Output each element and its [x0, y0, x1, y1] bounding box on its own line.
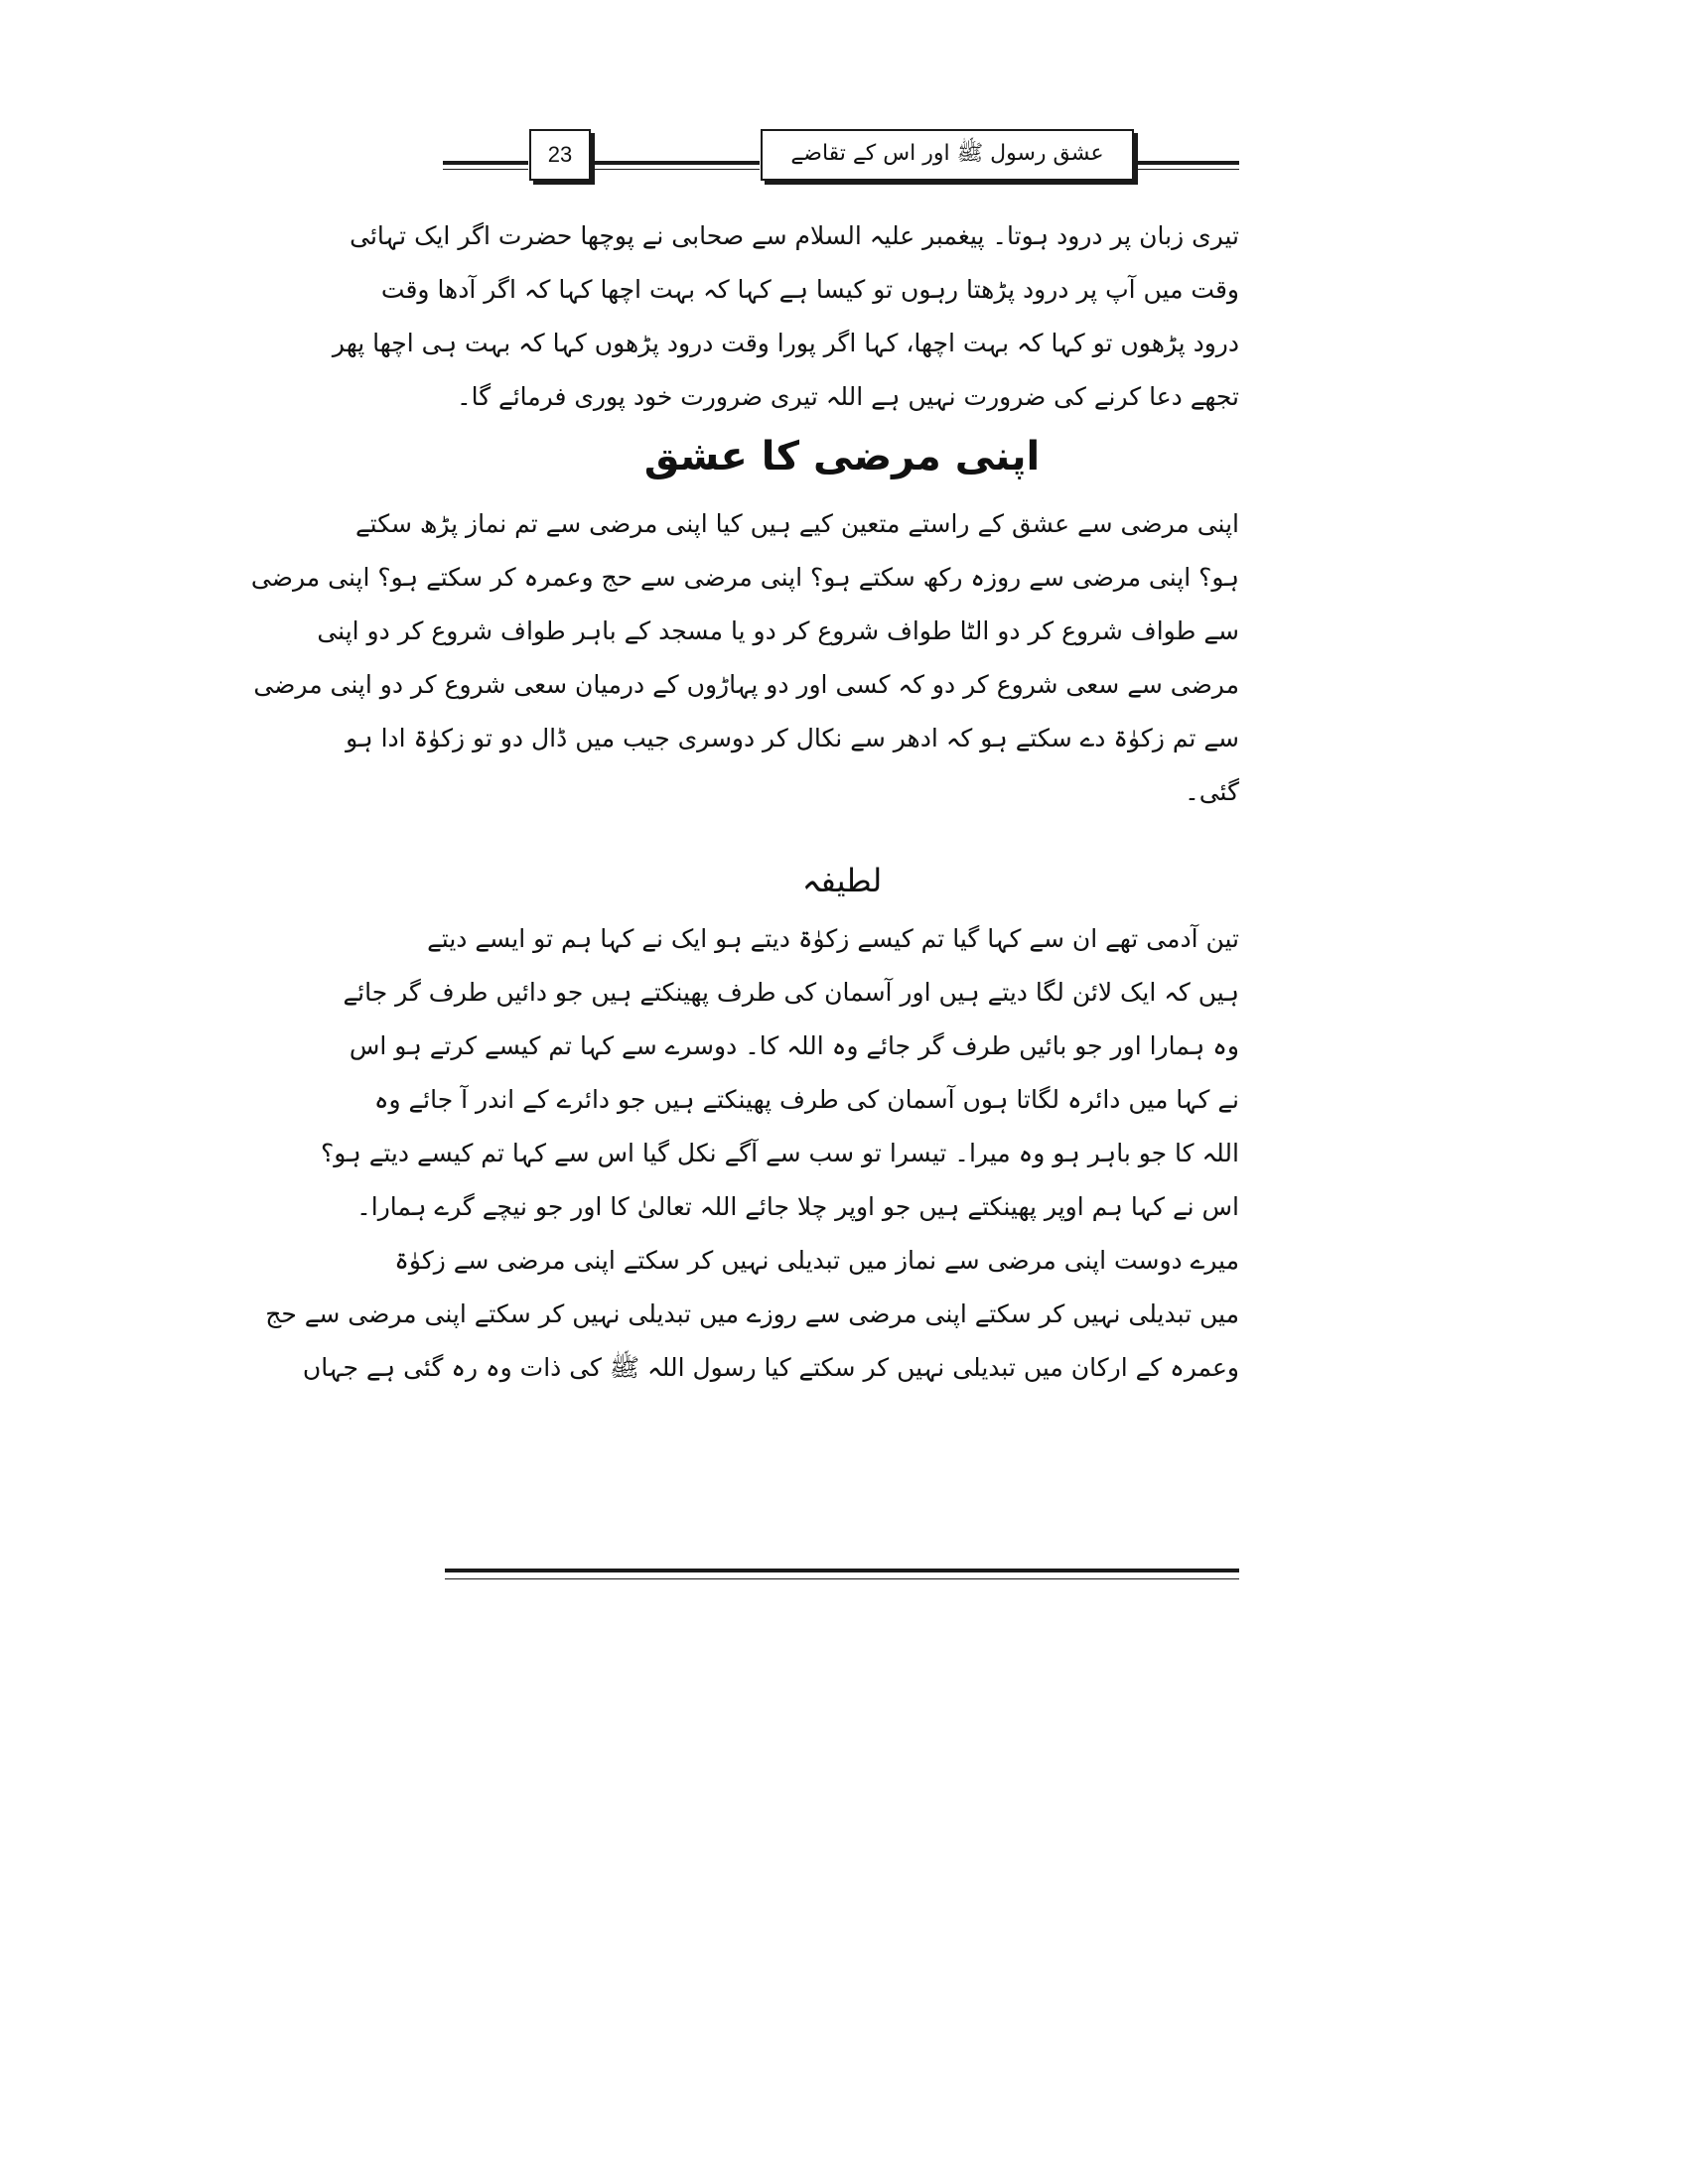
section-heading: اپنی مرضی کا عشق: [643, 434, 1041, 479]
text-line: اپنی مرضی سے عشق کے راستے متعین کیے ہیں کیا اپنی مرضی سے تم نماز پڑھ سکتے: [355, 509, 1239, 538]
text-line: تیری زبان پر درود ہوتا۔ پیغمبر علیہ السلام سے صحابی نے پوچھا حضرت اگر ایک تہائی: [350, 221, 1239, 250]
header-rule-right-thick: [1134, 161, 1239, 165]
text-line: نے کہا میں دائرہ لگاتا ہوں آسمان کی طرف پھینکتے ہیں جو دائرے کے اندر آ جائے وہ: [373, 1085, 1239, 1114]
text-line: اللہ کا جو باہر ہو وہ میرا۔ تیسرا تو سب سے آگے نکل گیا اس سے کہا تم کیسے دیتے ہو؟: [320, 1139, 1239, 1167]
header-rule-middle-thick: [591, 161, 760, 165]
header-rule-left-thick: [443, 161, 528, 165]
text-line: درود پڑھوں تو کہا کہ بہت اچھا، کہا اگر پورا وقت درود پڑھوں کہا کہ بہت ہی اچھا پھر: [332, 329, 1239, 357]
footer-rule-thick: [445, 1569, 1239, 1572]
text-line: گئی۔: [1185, 777, 1239, 806]
page-number: 23: [529, 129, 591, 181]
header-rule-middle-thin: [591, 169, 760, 170]
text-line: میں تبدیلی نہیں کر سکتے اپنی مرضی سے روزے میں تبدیلی نہیں کر سکتے اپنی مرضی سے حج: [265, 1299, 1239, 1328]
header-rule-right-thin: [1134, 169, 1239, 170]
text-line: تجھے دعا کرنے کی ضرورت نہیں ہے اللہ تیری ضرورت خود پوری فرمائے گا۔: [456, 382, 1239, 411]
text-line: ہو؟ اپنی مرضی سے روزہ رکھ سکتے ہو؟ اپنی مرضی سے حج وعمرہ کر سکتے ہو؟ اپنی مرضی: [250, 563, 1239, 592]
text-line: میرے دوست اپنی مرضی سے نماز میں تبدیلی نہیں کر سکتے اپنی مرضی سے زکوٰۃ: [394, 1246, 1239, 1275]
text-line: ہیں کہ ایک لائن لگا دیتے ہیں اور آسمان کی طرف پھینکتے ہیں جو دائیں طرف گر جائے: [343, 978, 1239, 1007]
text-line: وقت میں آپ پر درود پڑھتا رہوں تو کیسا ہے کہا کہ بہت اچھا کہا کہ اگر آدھا وقت: [380, 275, 1239, 304]
header-rule-left-thin: [443, 169, 528, 170]
running-title: عشق رسول ﷺ اور اس کے تقاضے: [761, 129, 1134, 181]
text-line: تین آدمی تھے ان سے کہا گیا تم کیسے زکوٰۃ دیتے ہو ایک نے کہا ہم تو ایسے دیتے: [427, 924, 1239, 953]
section-heading: لطیفہ: [801, 862, 883, 899]
page-body: [250, 208, 1239, 1569]
text-line: مرضی سے سعی شروع کر دو کہ کسی اور دو پہاڑوں کے درمیان سعی شروع کر دو اپنی مرضی: [253, 670, 1239, 699]
text-line: سے طواف شروع کر دو الٹا طواف شروع کر دو یا مسجد کے باہر طواف شروع کر دو اپنی: [317, 616, 1239, 645]
text-line: اس نے کہا ہم اوپر پھینکتے ہیں جو اوپر چلا جائے اللہ تعالیٰ کا اور جو نیچے گرے ہمارا۔: [356, 1192, 1239, 1221]
text-line: وہ ہمارا اور جو بائیں طرف گر جائے وہ اللہ کا۔ دوسرے سے کہا تم کیسے کرتے ہو اس: [349, 1031, 1239, 1060]
page-header: [445, 125, 1239, 195]
text-line: سے تم زکوٰۃ دے سکتے ہو کہ ادھر سے نکال کر دوسری جیب میں ڈال دو تو زکوٰۃ ادا ہو: [346, 724, 1239, 752]
footer-rule-thin: [445, 1578, 1239, 1579]
text-line: وعمرہ کے ارکان میں تبدیلی نہیں کر سکتے کیا رسول اللہ ﷺ کی ذات وہ رہ گئی ہے جہاں: [302, 1353, 1239, 1382]
